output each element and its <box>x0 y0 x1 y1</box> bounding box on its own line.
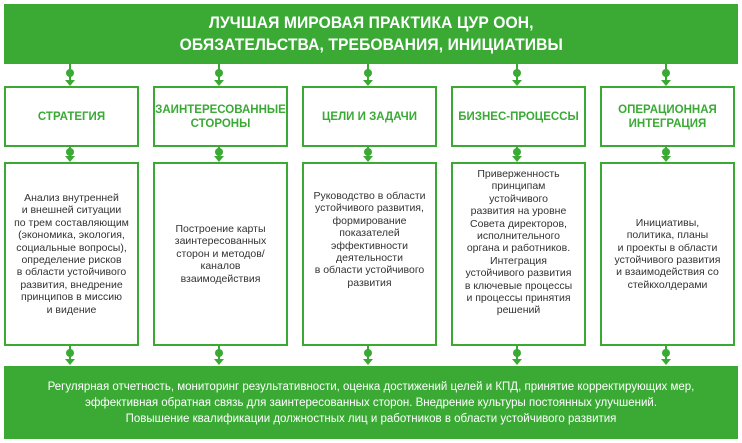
bottom-banner <box>4 366 738 439</box>
connector-dot <box>513 148 521 156</box>
column-header-box <box>4 86 139 147</box>
column-title: БИЗНЕС-ПРОЦЕССЫ <box>458 110 579 123</box>
arrow-down-icon <box>363 359 373 365</box>
column-title: ОПЕРАЦИОННАЯ ИНТЕГРАЦИЯ <box>618 103 717 130</box>
column-body-box <box>451 162 586 346</box>
column-body-box <box>4 162 139 346</box>
connector-dot <box>662 148 670 156</box>
column-body-box <box>600 162 735 346</box>
arrow-down-icon <box>512 359 522 365</box>
column-title: ЗАИНТЕРЕСОВАННЫЕ СТОРОНЫ <box>155 103 286 130</box>
column-body: Инициативы, политика, планы и проекты в области устойчивого развития и взаимодействия со стейкхолдерами <box>614 216 721 291</box>
connector-dot <box>66 69 74 77</box>
footer-line-1: Регулярная отчетность, мониторинг результативности, оценка достижений целей и КПД, принятие корректирующих мер, <box>47 380 695 393</box>
connector-dot <box>364 148 372 156</box>
arrow-down-icon <box>661 359 671 365</box>
connector-dot <box>66 349 74 357</box>
column-title: ЦЕЛИ И ЗАДАЧИ <box>322 110 417 123</box>
connector-dot <box>513 69 521 77</box>
banner-title-line-1: ЛУЧШАЯ МИРОВАЯ ПРАКТИКА ЦУР ООН, <box>208 13 534 32</box>
column-header-box <box>600 86 735 147</box>
arrow-down-icon <box>214 359 224 365</box>
connector-dot <box>215 148 223 156</box>
column-body-box <box>302 162 437 346</box>
connector-dot <box>662 69 670 77</box>
connector-dot <box>662 349 670 357</box>
connector-dot <box>364 349 372 357</box>
column-body-box <box>153 162 288 346</box>
banner-footer-text <box>48 379 695 427</box>
banner-title-line-2: ОБЯЗАТЕЛЬСТВА, ТРЕБОВАНИЯ, ИНИЦИАТИВЫ <box>179 35 563 54</box>
connector-dot <box>66 148 74 156</box>
column-header-box <box>153 86 288 147</box>
column-body: Руководство в области устойчивого развития, формирование показателей эффективности деятельности в области устойчивого развития <box>313 190 426 289</box>
column-title: СТРАТЕГИЯ <box>37 110 106 123</box>
connector-dot <box>215 69 223 77</box>
footer-line-3: Повышение квалификации должностных лиц и работников в области устойчивого развития <box>125 412 617 425</box>
column-body: Приверженность принципам устойчивого развития на уровне Совета директоров, исполнительного органа и работников. Интеграция устойчивого развития в ключевые процессы и процессы принятия решений <box>464 168 573 317</box>
column-header-box <box>451 86 586 147</box>
column-body: Построение карты заинтересованных сторон и методов/ каналов взаимодействия <box>174 222 267 285</box>
footer-line-2: эффективная обратная связь для заинтересованных сторон. Внедрение культуры постоянных улучшений. <box>84 396 658 409</box>
arrow-down-icon <box>65 359 75 365</box>
column-header-box <box>302 86 437 147</box>
column-body: Анализ внутренней и внешней ситуации по трем составляющим (экономика, экология, социальные вопросы), определение рисков в области устойчивого развития, внедрение принципов в миссию и видение <box>14 191 129 316</box>
connector-dot <box>364 69 372 77</box>
connector-dot <box>513 349 521 357</box>
connector-dot <box>215 349 223 357</box>
